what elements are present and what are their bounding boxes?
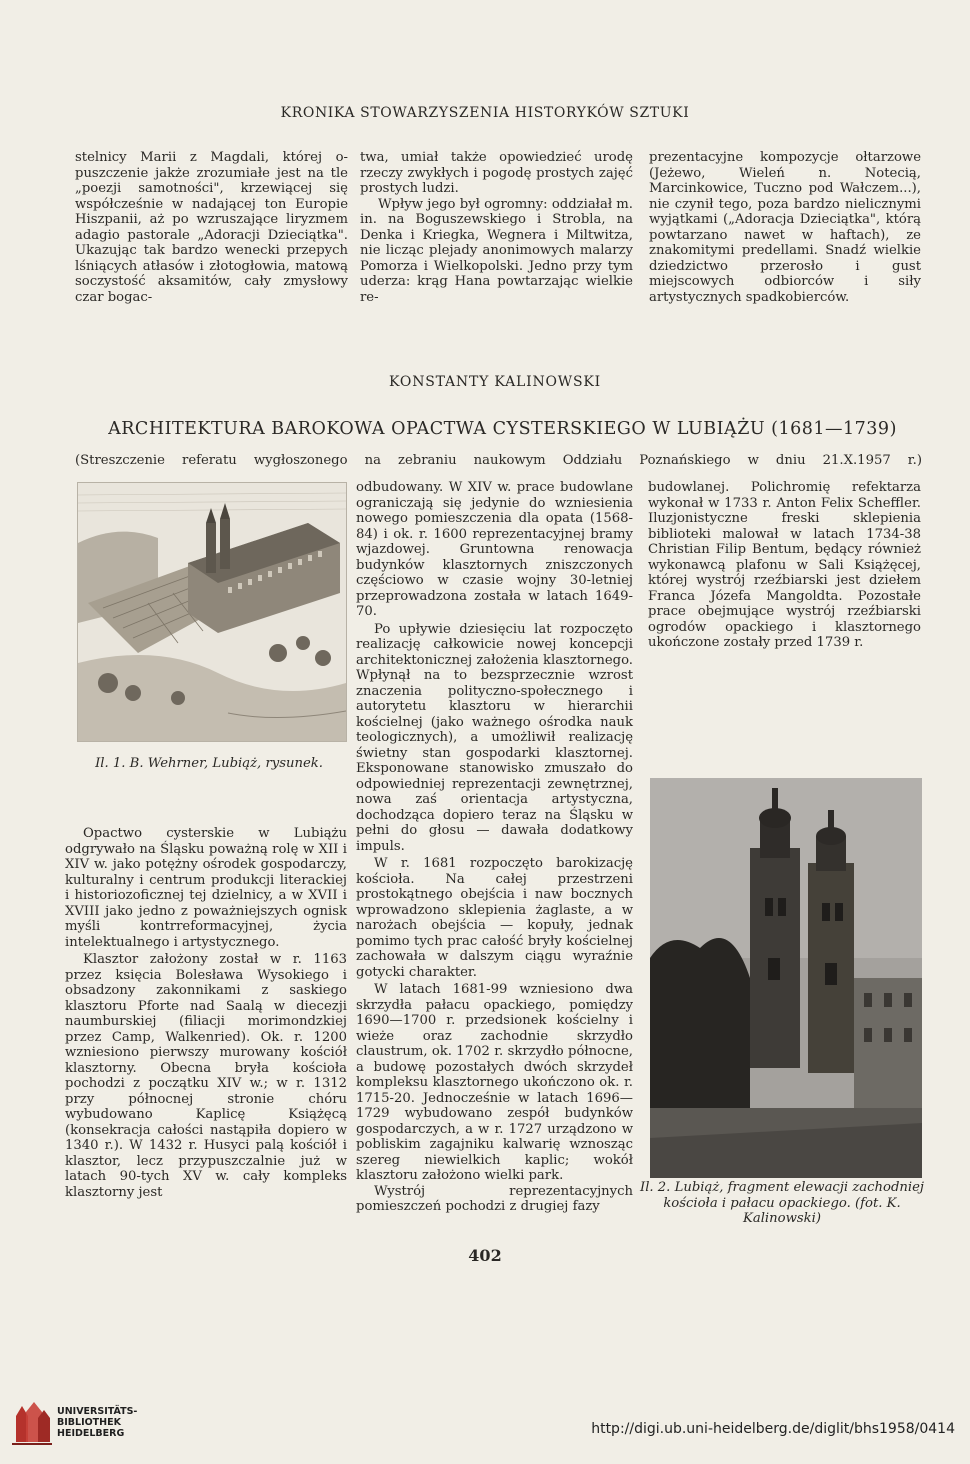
- logo-line-3: HEIDELBERG: [57, 1428, 125, 1439]
- running-head: KRONIKA STOWARZYSZENIA HISTORYKÓW SZTUKI: [280, 105, 690, 121]
- article-column-3: [648, 480, 921, 651]
- continued-text-column-2: [360, 150, 633, 305]
- figure-2-caption: Il. 2. Lubiąż, fragment elewacji zachodniej kościoła i pałacu opackiego. (fot. K. Kalinowski): [639, 1180, 924, 1226]
- abbey-engraving-illustration: [78, 483, 346, 741]
- source-url-link[interactable]: http://digi.ub.uni-heidelberg.de/diglit/bhs1958/0414: [591, 1421, 955, 1437]
- paragraph: twa, umiał także opowiedzieć urodę rzeczy zwykłych i pogodę prostych zajęć prostych ludzi.: [360, 150, 633, 196]
- paragraph: W r. 1681 rozpoczęto barokizację kościoła. Na całej przestrzeni prostokątnego obejścia i naw bocznych wprowadzono sklepienia żaglaste, a w narożach obejścia — kopuły, jednak pomimo tych prac całość bryły kościelnej zachowała w dalszym ciągu wyraźnie gotycki charakter.: [356, 856, 633, 980]
- logo-line-2: BIBLIOTHEK: [57, 1417, 121, 1428]
- figure-church-photo: [650, 778, 922, 1178]
- page-number: 402: [468, 1246, 502, 1265]
- article-column-2: [356, 480, 633, 1215]
- article-author: KONSTANTY KALINOWSKI: [389, 374, 601, 390]
- paragraph: prezentacyjne kompozycje ołtarzowe (Jeżewo, Wieleń n. Notecią, Marcinkowice, Tuczno pod Wałczem...), nie czynił tego, poza bardzo nielicznymi wyjątkami („Adoracja Dzieciątka", którą powtarzano nawet w haftach), ze znakomitymi predellami. Snadź wielkie dziedzictwo przerosło i gust miejscowych odbiorców i siły artystycznych spadkobierców.: [649, 150, 921, 305]
- library-logo[interactable]: [12, 1402, 182, 1452]
- figure-1-caption: Il. 1. B. Wehrner, Lubiąż, rysunek.: [95, 756, 323, 771]
- paragraph: Po upływie dziesięciu lat rozpoczęto realizację całkowicie nowej koncepcji architektonicznej założenia klasztornego. Wpłynął na to bezsprzecznie wzrost znaczenia polityczno-społecznego i autorytetu klasztoru w hierarchii kościelnej (jako ważnego ośrodka nauk teologicznych), a umożliwił realizację świetny stan gospodarki klasztornej. Eksponowane stanowisko zmuszało do odpowiedniej reprezentacji zewnętrznej, nowa zaś orientacja artystyczna, dochodząca dopiero teraz na Śląsku w pełni do głosu — dawała dodatkowy impuls.: [356, 621, 633, 854]
- paragraph: odbudowany. W XIV w. prace budowlane ograniczają się jedynie do wzniesienia nowego pomieszczenia dla opata (1568-84) i ok. r. 1600 reprezentacyjnej bramy wjazdowej. Gruntowna renowacja budynków klasztornych zniszczonych częściowo w czasie wojny 30-letniej przeprowadzona została w latach 1649-70.: [356, 480, 633, 619]
- paragraph: Opactwo cysterskie w Lubiążu odgrywało na Śląsku poważną rolę w XII i XIV w. jako potężny ośrodek gospodarczy, kulturalny i centrum produkcji literackiej i historiozoficznej tej dzielnicy, a w XVII i XVIII jako jedno z poważniejszych ognisk myśli kontrreformacyjnej, życia intelektualnego i artystycznego.: [65, 826, 347, 950]
- paragraph: budowlanej. Polichromię refektarza wykonał w 1733 r. Anton Felix Scheffler. Iluzjonistyczne freski sklepienia biblioteki malował w latach 1734-38 Christian Filip Bentum, będący również wykonawcą plafonu w Sali Książęcej, której wystrój rzeźbiarski jest dziełem Franca Józefa Mangoldta. Pozostałe prace obejmujące wystrój rzeźbiarski ogrodów opackiego i klasztornego ukończone zostały przed 1739 r.: [648, 480, 921, 650]
- paragraph: Wpływ jego był ogromny: oddziałał m. in. na Boguszewskiego i Strobla, na Denka i Kriegka, Wegnera i Miltwitza, nie licząc plejady anonimowych malarzy Pomorza i Wielkopolski. Jedno przy tym uderza: krąg Hana powtarzając wielkie re-: [360, 196, 633, 305]
- logo-line-1: UNIVERSITÄTS-: [57, 1406, 138, 1417]
- library-emblem-icon: [12, 1402, 52, 1446]
- continued-text-column-3: [649, 150, 921, 305]
- article-title: ARCHITEKTURA BAROKOWA OPACTWA CYSTERSKIEGO W LUBIĄŻU (1681—1739): [108, 419, 897, 439]
- figure-abbey-engraving: [77, 482, 347, 742]
- continued-text-column-1: [75, 150, 348, 305]
- church-facade-photo: [650, 778, 922, 1178]
- article-subtitle: (Streszczenie referatu wygłoszonego na zebraniu naukowym Oddziału Poznańskiego w dniu 21.X.1957 r.): [75, 453, 922, 468]
- paragraph: Klasztor założony został w r. 1163 przez księcia Bolesława Wysokiego i obsadzony zakonnikami z saskiego klasztoru Pforte nad Saalą w diecezji naumburskiej (filiacji morimondzkiej przez Camp, Walkenried). Ok. r. 1200 wzniesiono pierwszy murowany kościół klasztorny. Obecna bryła kościoła pochodzi z początku XIV w.; w r. 1312 przy północnej stronie chóru wybudowano Kaplicę Książęcą (konsekracja całości nastąpiła dopiero w 1340 r.). W 1432 r. Husyci palą kościół i klasztor, lecz przypuszczalnie już w latach 90-tych XV w. cały kompleks klasztorny jest: [65, 952, 347, 1200]
- article-column-1: [65, 826, 347, 1200]
- paragraph: stelnicy Marii z Magdali, której o-puszczenie jakże zrozumiałe jest na tle „poezji samotności", krzewiącej się współcześnie w nadającej ton Europie Hiszpanii, aż po wzruszające liryzmem adagio pastorale „Adoracji Dzieciątka". Ukazując tak bardzo wenecki przepych lśniących atłasów i złotogłowia, matową soczystość aksamitów, cały zmysłowy czar bogac-: [75, 150, 348, 305]
- paragraph: W latach 1681-99 wzniesiono dwa skrzydła pałacu opackiego, pomiędzy 1690—1700 r. przedsionek kościelny i wieże oraz zachodnie skrzydło claustrum, ok. 1702 r. skrzydło północne, a budowę pozostałych dwóch skrzydeł kompleksu klasztornego ukończono ok. r. 1715-20. Jednocześnie w latach 1696—1729 wybudowano zespół budynków gospodarczych, a w r. 1727 urządzono w pobliskim zagajniku kalwarię wznosząc szereg niewielkich kaplic; wokół klasztoru założono wielki park.: [356, 982, 633, 1183]
- paragraph: Wystrój reprezentacyjnych pomieszczeń pochodzi z drugiej fazy: [356, 1183, 633, 1214]
